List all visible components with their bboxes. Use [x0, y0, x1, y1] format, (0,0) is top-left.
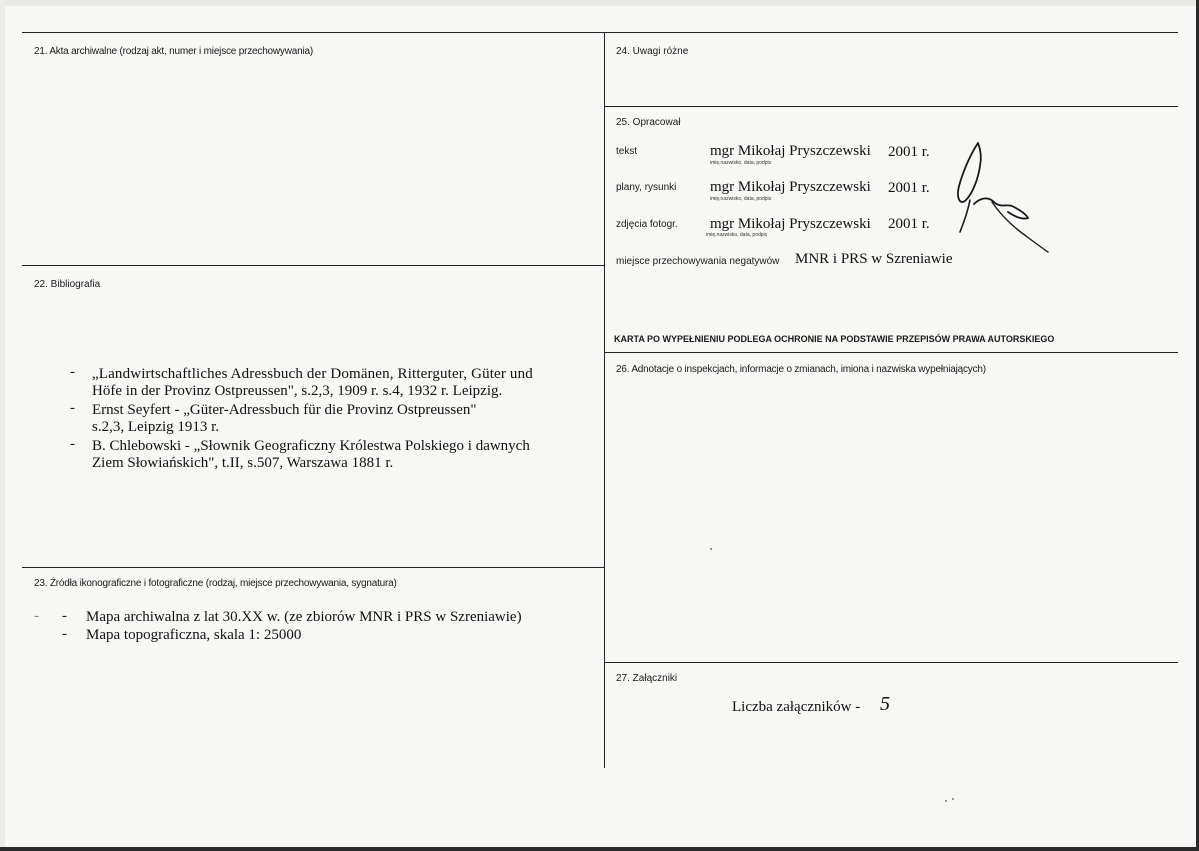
divider-21-22 [22, 265, 605, 266]
negatives-location-value: MNR i PRS w Szreniawie [795, 251, 953, 267]
prepared-row-label-photos: zdjęcia fotogr. [616, 219, 678, 230]
scan-edge-left [0, 0, 5, 851]
prepared-caption-text: imię,nazwisko, data, podpis [710, 160, 772, 166]
section-26-label: 26. Adnotacje o inspekcjach, informacje o zmianach, imiona i nazwiska wypełniających) [616, 364, 986, 375]
bibliography-entry-3-line-2: Ziem Słowiańskich", t.II, s.507, Warszawa 1881 r. [92, 455, 394, 471]
section-27-label: 27. Załączniki [616, 673, 678, 684]
scan-speck [710, 548, 712, 550]
scan-edge-top [0, 0, 1199, 6]
section-24-label: 24. Uwagi różne [616, 46, 689, 57]
scan-speck [952, 798, 954, 800]
prepared-year-plans: 2001 r. [888, 180, 930, 196]
divider-24-25 [605, 106, 1178, 107]
divider-26-27 [605, 662, 1178, 663]
prepared-year-photos: 2001 r. [888, 216, 930, 232]
prepared-year-text: 2001 r. [888, 144, 930, 160]
attachments-count-text: Liczba załączników - [732, 699, 861, 715]
bullet-dash: - [62, 626, 67, 642]
prepared-name-plans: mgr Mikołaj Pryszczewski [710, 179, 871, 195]
bibliography-entry-2-line-1: Ernst Seyfert - „Güter-Adressbuch für die Provinz Ostpreussen" [92, 402, 477, 418]
prepared-caption-plans: imię,nazwisko, data, podpis [710, 196, 772, 202]
column-divider [604, 32, 605, 768]
bibliography-entry-3-line-1: B. Chlebowski - „Słownik Geograficzny Królestwa Polskiego i dawnych [92, 438, 530, 454]
prepared-row-label-text: tekst [616, 146, 638, 157]
divider-22-23 [22, 567, 605, 568]
iconographic-source-1: Mapa archiwalna z lat 30.XX w. (ze zbiorów MNR i PRS w Szreniawie) [86, 609, 522, 625]
section-23-label: 23. Źródła ikonograficzne i fotograficzne (rodzaj, miejsce przechowywania, sygnatura) [34, 578, 397, 589]
prepared-row-label-plans: plany, rysunki [616, 182, 677, 193]
scan-edge-bottom [0, 847, 1199, 851]
bibliography-entry-1-line-1: „Landwirtschaftliches Adressbuch der Domänen, Ritterguter, Güter und [92, 366, 533, 382]
margin-mark: - [34, 608, 39, 624]
handwritten-signature [950, 140, 1055, 255]
attachments-count-value: 5 [880, 693, 890, 715]
section-25-label: 25. Opracował [616, 117, 681, 128]
section-22-label: 22. Bibliografia [34, 279, 101, 290]
bullet-dash: - [70, 436, 75, 452]
bibliography-entry-2-line-2: s.2,3, Leipzig 1913 r. [92, 419, 220, 435]
negatives-location-label: miejsce przechowywania negatywów [616, 256, 780, 267]
bullet-dash: - [70, 364, 75, 380]
bullet-dash: - [70, 400, 75, 416]
prepared-name-text: mgr Mikołaj Pryszczewski [710, 143, 871, 159]
prepared-caption-photos: imię,nazwisko, data, podpis [706, 232, 768, 238]
bullet-dash: - [62, 608, 67, 624]
prepared-name-photos: mgr Mikołaj Pryszczewski [710, 216, 871, 232]
top-border-line [22, 32, 1178, 33]
divider-25-26 [605, 352, 1178, 353]
scan-speck [945, 800, 947, 802]
section-21-label: 21. Akta archiwalne (rodzaj akt, numer i miejsce przechowywania) [34, 46, 313, 57]
iconographic-source-2: Mapa topograficzna, skala 1: 25000 [86, 627, 302, 643]
copyright-notice: KARTA PO WYPEŁNIENIU PODLEGA OCHRONIE NA PODSTAWIE PRZEPISÓW PRAWA AUTORSKIEGO [614, 334, 1055, 344]
bibliography-entry-1-line-2: Höfe in der Provinz Ostpreussen", s.2,3, 1909 r. s.4, 1932 r. Leipzig. [92, 383, 503, 399]
